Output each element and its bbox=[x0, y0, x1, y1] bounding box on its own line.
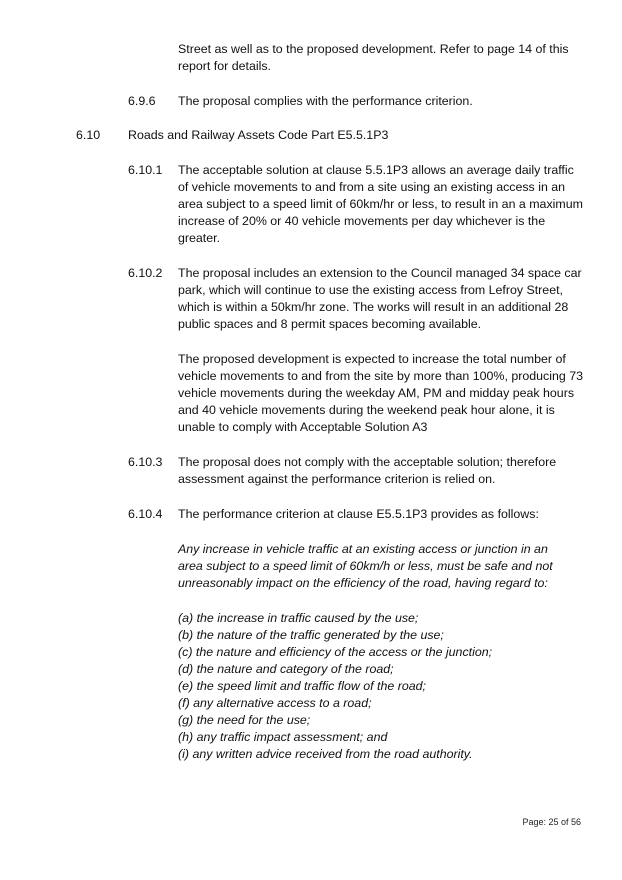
item-6-10-2-line-4: public spaces and 8 permit spaces becoming available. bbox=[178, 317, 482, 331]
item-number-6-10-1: 6.10.1 bbox=[128, 163, 163, 177]
section-number-6-10: 6.10 bbox=[76, 128, 101, 142]
item-number-6-10-4: 6.10.4 bbox=[128, 507, 163, 521]
item-6-10-3-line-2: assessment against the performance criterion is relied on. bbox=[178, 472, 496, 486]
intro-line-1: Street as well as to the proposed development. Refer to page 14 of this bbox=[178, 42, 569, 56]
criterion-h: (h) any traffic impact assessment; and bbox=[178, 730, 388, 744]
item-number-6-9-6: 6.9.6 bbox=[128, 94, 156, 108]
criterion-i: (i) any written advice received from the road authority. bbox=[178, 747, 473, 761]
item-6-10-1-line-5: greater. bbox=[178, 231, 221, 245]
item-6-10-2-para2-line-5: unable to comply with Acceptable Solution A3 bbox=[178, 420, 428, 434]
item-6-10-1-line-1: The acceptable solution at clause 5.5.1P3 allows an average daily traffic bbox=[178, 163, 574, 177]
item-6-10-3-line-1: The proposal does not comply with the acceptable solution; therefore bbox=[178, 455, 557, 469]
item-6-10-4-line-1: The performance criterion at clause E5.5.1P3 provides as follows: bbox=[178, 507, 539, 521]
section-title-6-10: Roads and Railway Assets Code Part E5.5.1P3 bbox=[128, 128, 389, 142]
item-6-10-1-line-3: area subject to a speed limit of 60km/hr or less, to result in an a maximum bbox=[178, 197, 583, 211]
item-text-6-9-6: The proposal complies with the performance criterion. bbox=[178, 94, 473, 108]
item-6-10-2-line-3: which is within a 50km/hr zone. The works will result in an additional 28 bbox=[178, 300, 569, 314]
item-number-6-10-3: 6.10.3 bbox=[128, 455, 163, 469]
quote-line-3: unreasonably impact on the efficiency of the road, having regard to: bbox=[178, 576, 548, 590]
quote-line-1: Any increase in vehicle traffic at an existing access or junction in an bbox=[178, 542, 548, 556]
criterion-d: (d) the nature and category of the road; bbox=[178, 662, 394, 676]
item-6-10-2-para2-line-3: vehicle movements during the weekday AM, PM and midday peak hours bbox=[178, 386, 575, 400]
item-6-10-2-line-1: The proposal includes an extension to the Council managed 34 space car bbox=[178, 266, 582, 280]
item-6-10-1-line-2: of vehicle movements to and from a site using an existing access in an bbox=[178, 180, 566, 194]
item-6-10-2-line-2: park, which will continue to use the existing access from Lefroy Street, bbox=[178, 283, 563, 297]
item-number-6-10-2: 6.10.2 bbox=[128, 266, 163, 280]
item-6-10-2-para2-line-1: The proposed development is expected to increase the total number of bbox=[178, 352, 566, 366]
criterion-f: (f) any alternative access to a road; bbox=[178, 696, 372, 710]
intro-line-2: report for details. bbox=[178, 59, 271, 73]
page-number: Page: 25 of 56 bbox=[522, 817, 581, 827]
criterion-e: (e) the speed limit and traffic flow of the road; bbox=[178, 679, 426, 693]
quote-line-2: area subject to a speed limit of 60km/h or less, must be safe and not bbox=[178, 559, 553, 573]
item-6-10-2-para2-line-2: vehicle movements to and from the site by more than 100%, producing 73 bbox=[178, 369, 583, 383]
criterion-a: (a) the increase in traffic caused by the use; bbox=[178, 611, 419, 625]
criterion-c: (c) the nature and efficiency of the access or the junction; bbox=[178, 645, 493, 659]
criterion-b: (b) the nature of the traffic generated by the use; bbox=[178, 628, 444, 642]
criterion-g: (g) the need for the use; bbox=[178, 713, 311, 727]
item-6-10-2-para2-line-4: and 40 vehicle movements during the weekend peak hour alone, it is bbox=[178, 403, 555, 417]
item-6-10-1-line-4: increase of 20% or 40 vehicle movements per day whichever is the bbox=[178, 214, 546, 228]
